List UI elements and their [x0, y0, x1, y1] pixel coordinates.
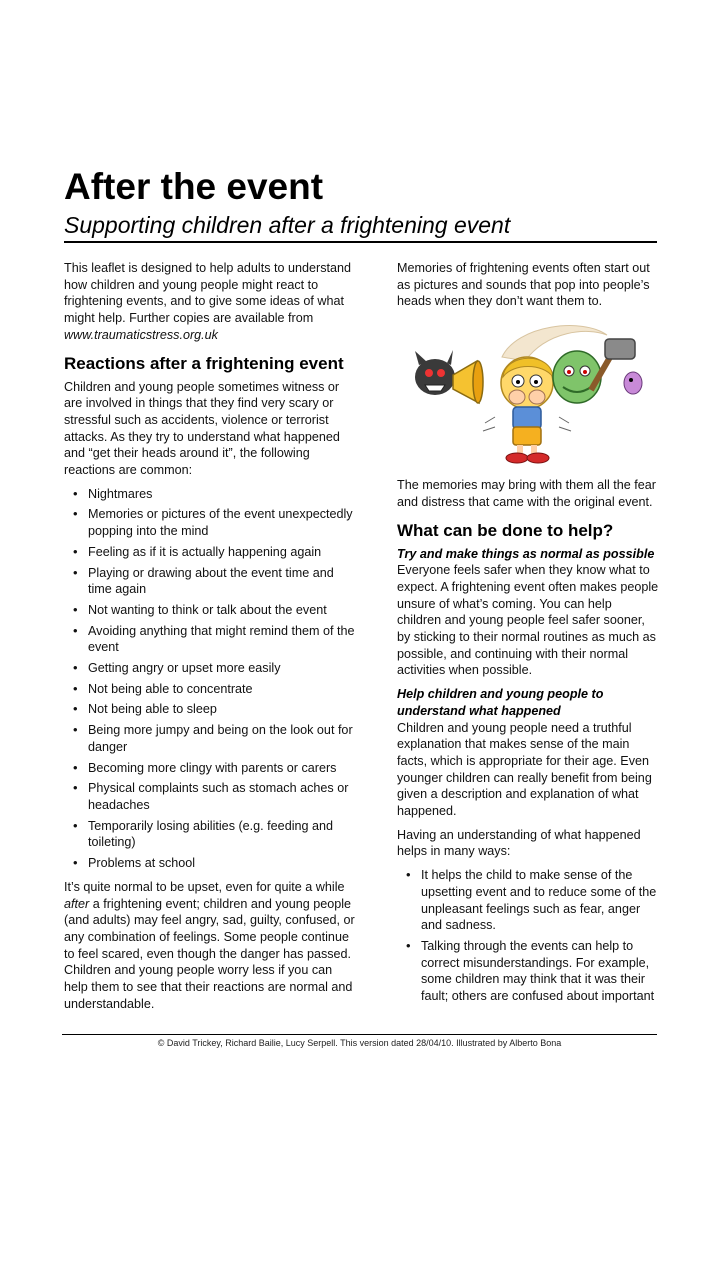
footer-divider — [62, 1034, 657, 1035]
benefits-list — [397, 867, 659, 1005]
intro-paragraph — [64, 260, 356, 344]
left-column — [64, 260, 356, 1019]
reactions-list — [64, 486, 356, 872]
list-item: • Temporarily losing abilities (e.g. feeding and toileting) — [88, 818, 356, 851]
understand-text: Children and young people need a truthful explanation that makes sense of the main facts, which is appropriate for their age. Even younger children can really benefit from being given a description and explanation of what happened. — [397, 720, 652, 819]
help-heading: What can be done to help? — [397, 520, 614, 540]
normal-text: Everyone feels safer when they know what to expect. A frightening event often makes people unsure of what’s coming. You can help children and young people feel safer sooner, by sticking to their normal routines as much as possible, and continuing with their normal activities when possible. — [397, 563, 659, 678]
page-title: After the event — [64, 166, 324, 207]
reactions-text: Children and young people sometimes witness or are involved in things that they find very scary or stressful such as accidents, violence or terrorist attacks. As they try to understand what happened and “get their heads around it”, the following reactions are common: — [64, 379, 340, 478]
footer-credit: © David Trickey, Richard Bailie, Lucy Serpell. This version dated 28/04/10. Illustrated by Alberto Bona — [157, 1038, 562, 1048]
list-item: • Problems at school — [88, 855, 356, 872]
frightened-child-illustration — [407, 317, 647, 467]
closing-text-start: It’s quite normal to be upset, even for quite a while — [64, 879, 345, 894]
list-item: • Not being able to sleep — [88, 701, 356, 718]
list-item: • Nightmares — [88, 486, 356, 503]
memories-text: Memories of frightening events often start out as pictures and sounds that pop into people’s heads when they don’t want them to. — [397, 261, 650, 309]
understanding-text: Having an understanding of what happened helps in many ways: — [397, 827, 641, 859]
normal-subheading: Try and make things as normal as possible — [397, 546, 655, 561]
intro-text: This leaflet is designed to help adults to understand how children and young people might react to frightening events, and to give some ideas of what might help. Further copies are available from — [64, 261, 352, 326]
list-item: • Avoiding anything that might remind them of the event — [88, 623, 356, 656]
intro-url: www.traumaticstress.org.uk — [64, 327, 218, 342]
list-item: • Getting angry or upset more easily — [88, 660, 356, 677]
list-item: • Physical complaints such as stomach aches or headaches — [88, 780, 356, 813]
closing-paragraph — [64, 879, 356, 1013]
right-column — [397, 260, 659, 1012]
list-item: • Talking through the events can help to correct misunderstandings. For example, some children may think that it was their fault; others are confused about important — [421, 938, 659, 1005]
list-item: • Being more jumpy and being on the look out for danger — [88, 722, 356, 755]
understand-subheading: Help children and young people to understand what happened — [397, 687, 604, 718]
list-item: • Playing or drawing about the event time and time again — [88, 565, 356, 598]
closing-text-end: a frightening event; children and young people (and adults) may feel angry, sad, guilty, confused, or any combination of feelings. Some people continue to feel scared, even though the danger has passed. Children and young people worry less if you can help them to see that their reactions are normal and understandable. — [64, 896, 355, 1011]
reactions-heading: Reactions after a frightening event — [64, 353, 344, 373]
closing-emphasis: after — [64, 896, 90, 911]
list-item: • It helps the child to make sense of the upsetting event and to reduce some of the unpleasant feelings such as fear, anger and sadness. — [421, 867, 659, 934]
list-item: • Becoming more clingy with parents or carers — [88, 760, 356, 777]
list-item: • Not wanting to think or talk about the event — [88, 602, 356, 619]
title-divider — [64, 241, 657, 243]
list-item: • Feeling as if it is actually happening again — [88, 544, 356, 561]
page-subtitle: Supporting children after a frightening event — [64, 212, 511, 238]
memories-after-text: The memories may bring with them all the fear and distress that came with the original event. — [397, 478, 656, 509]
list-item: • Not being able to concentrate — [88, 681, 356, 698]
list-item: • Memories or pictures of the event unexpectedly popping into the mind — [88, 506, 356, 539]
